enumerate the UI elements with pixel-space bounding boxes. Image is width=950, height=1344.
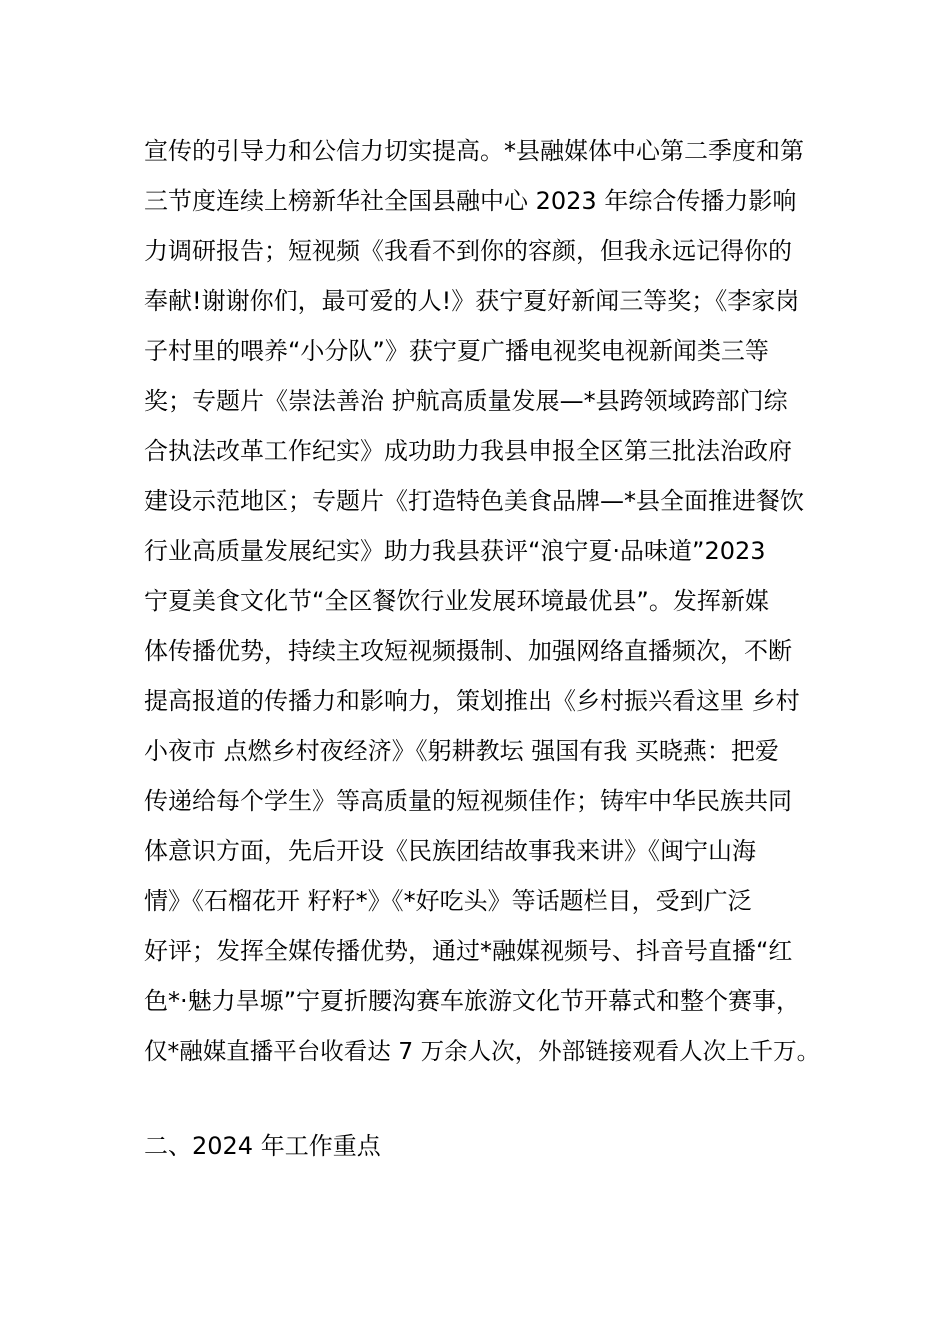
paragraph-line: 子村里的喂养“小分队”》获宁夏广播电视奖电视新闻类三等 — [144, 337, 769, 365]
section-heading: 二、2024 年工作重点 — [144, 1132, 381, 1160]
paragraph-line: 宣传的引导力和公信力切实提高。*县融媒体中心第二季度和第 — [144, 137, 804, 165]
paragraph-line: 传递给每个学生》等高质量的短视频佳作；铸牢中华民族共同 — [144, 787, 792, 815]
paragraph-line: 情》《石榴花开 籽籽*》《*好吃头》等话题栏目，受到广泛 — [144, 887, 752, 915]
paragraph-line: 体意识方面，先后开设《民族团结故事我来讲》《闽宁山海 — [144, 837, 756, 865]
paragraph-line: 三节度连续上榜新华社全国县融中心 2023 年综合传播力影响 — [144, 187, 797, 215]
paragraph-line: 合执法改革工作纪实》成功助力我县申报全区第三批法治政府 — [144, 437, 792, 465]
paragraph-line: 色*·魅力旱塬”宁夏折腰沟赛车旅游文化节开幕式和整个赛事， — [144, 987, 801, 1015]
paragraph-line: 奉献!谢谢你们，最可爱的人!》获宁夏好新闻三等奖；《李家岗 — [144, 287, 800, 315]
paragraph-line: 行业高质量发展纪实》助力我县获评“浪宁夏·品味道”2023 — [144, 537, 766, 565]
paragraph-line: 建设示范地区；专题片《打造特色美食品牌—*县全面推进餐饮 — [144, 487, 804, 515]
paragraph-line: 小夜市 点燃乡村夜经济》《躬耕教坛 强国有我 买晓燕：把爱 — [144, 737, 779, 765]
body-paragraph — [144, 126, 824, 1076]
paragraph-line: 好评；发挥全媒传播优势，通过*融媒视频号、抖音号直播“红 — [144, 937, 793, 965]
paragraph-line: 提高报道的传播力和影响力，策划推出《乡村振兴看这里 乡村 — [144, 687, 800, 715]
paragraph-line: 宁夏美食文化节“全区餐饮行业发展环境最优县”。发挥新媒 — [144, 587, 769, 615]
paragraph-line: 奖；专题片《崇法善治 护航高质量发展—*县跨领域跨部门综 — [144, 387, 788, 415]
paragraph-line: 体传播优势，持续主攻短视频摄制、加强网络直播频次，不断 — [144, 637, 792, 665]
paragraph-line: 力调研报告；短视频《我看不到你的容颜，但我永远记得你的 — [144, 237, 792, 265]
paragraph-line: 仅*融媒直播平台收看达 7 万余人次，外部链接观看人次上千万。 — [144, 1037, 821, 1065]
